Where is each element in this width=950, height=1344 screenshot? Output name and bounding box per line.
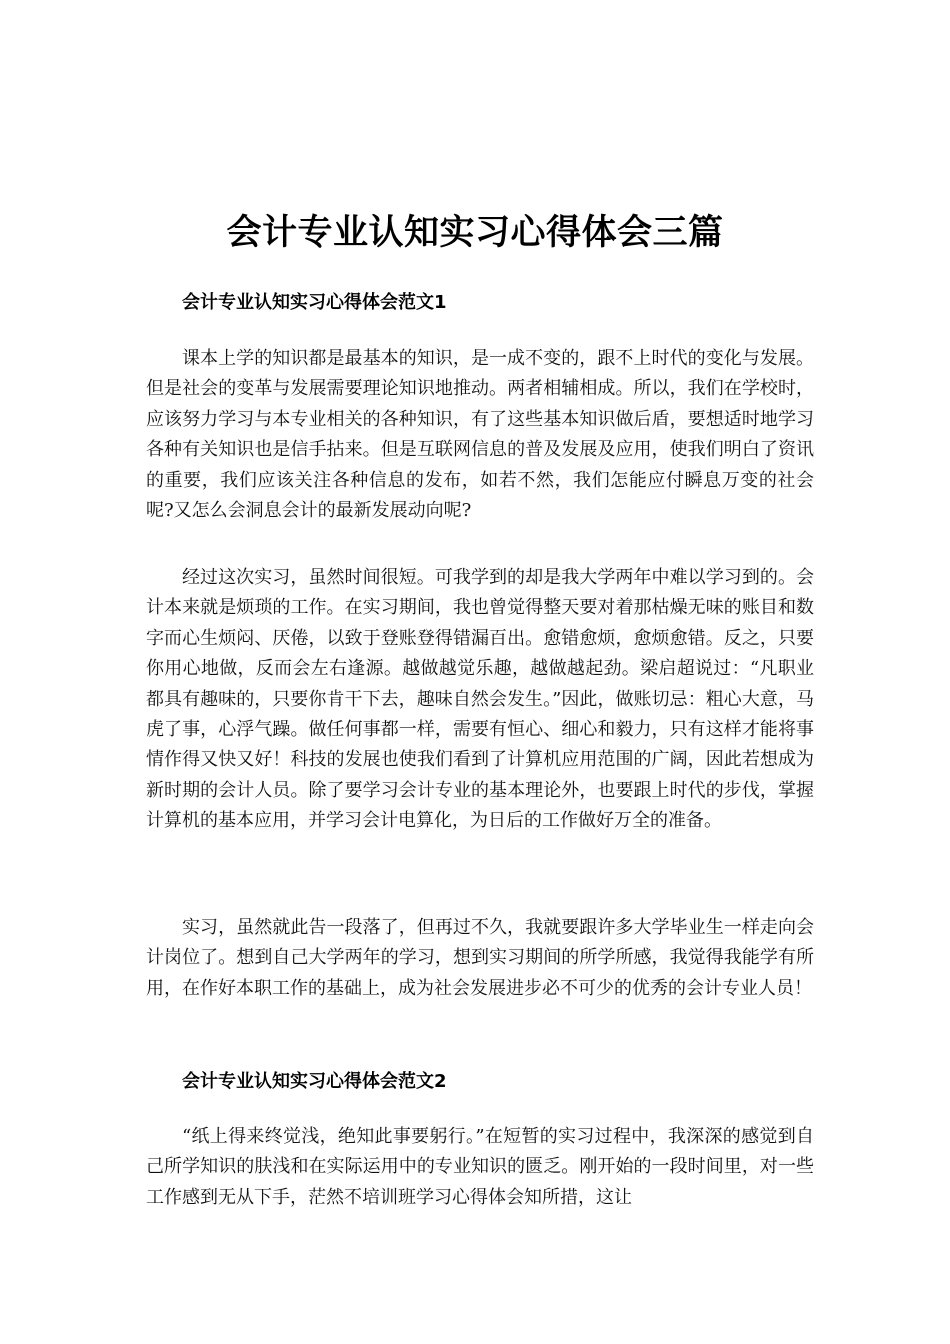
- section-heading-2: 会计专业认知实习心得体会范文2: [182, 1071, 447, 1092]
- paragraph-1-3: 实习，虽然就此告一段落了，但再过不久，我就要跟许多大学毕业生一样走向会计岗位了。想到自己大学两年的学习，想到实习期间的所学所感，我觉得我能学有所用，在作好本职工作的基础上，成为社会发展进步必不可少的优秀的会计专业人员！: [146, 917, 814, 999]
- section-heading-1: 会计专业认知实习心得体会范文1: [182, 292, 447, 313]
- paragraph-2-1: “纸上得来终觉浅，绝知此事要躬行。”在短暂的实习过程中，我深深的感觉到自己所学知识的肤浅和在实际运用中的专业知识的匮乏。刚开始的一段时间里，对一些工作感到无从下手，茫然不培训班学习心得体会知所措，这让: [146, 1126, 814, 1208]
- document-title: 会计专业认知实习心得体会三篇: [226, 213, 724, 253]
- paragraph-1-2: 经过这次实习，虽然时间很短。可我学到的却是我大学两年中难以学习到的。会计本来就是烦琐的工作。在实习期间，我也曾觉得整天要对着那枯燥无味的账目和数字而心生烦闷、厌倦，以致于登账登得错漏百出。愈错愈烦，愈烦愈错。反之，只要你用心地做，反而会左右逢源。越做越觉乐趣，越做越起劲。梁启超说过：“凡职业都具有趣味的，只要你肯干下去，趣味自然会发生。”因此，做账切忌：粗心大意，马虎了事，心浮气躁。做任何事都一样，需要有恒心、细心和毅力，只有这样才能将事情作得又快又好！科技的发展也使我们看到了计算机应用范围的广阔，因此若想成为新时期的会计人员。除了要学习会计专业的基本理论外，也要跟上时代的步伐，掌握计算机的基本应用，并学习会计电算化，为日后的工作做好万全的准备。: [146, 567, 814, 832]
- paragraph-1-1: 课本上学的知识都是最基本的知识，是一成不变的，跟不上时代的变化与发展。但是社会的变革与发展需要理论知识地推动。两者相辅相成。所以，我们在学校时，应该努力学习与本专业相关的各种知识，有了这些基本知识做后盾，要想适时地学习各种有关知识也是信手拈来。但是互联网信息的普及发展及应用，使我们明白了资讯的重要，我们应该关注各种信息的发布，如若不然，我们怎能应付瞬息万变的社会呢?又怎么会洞息会计的最新发展动向呢?: [146, 348, 814, 522]
